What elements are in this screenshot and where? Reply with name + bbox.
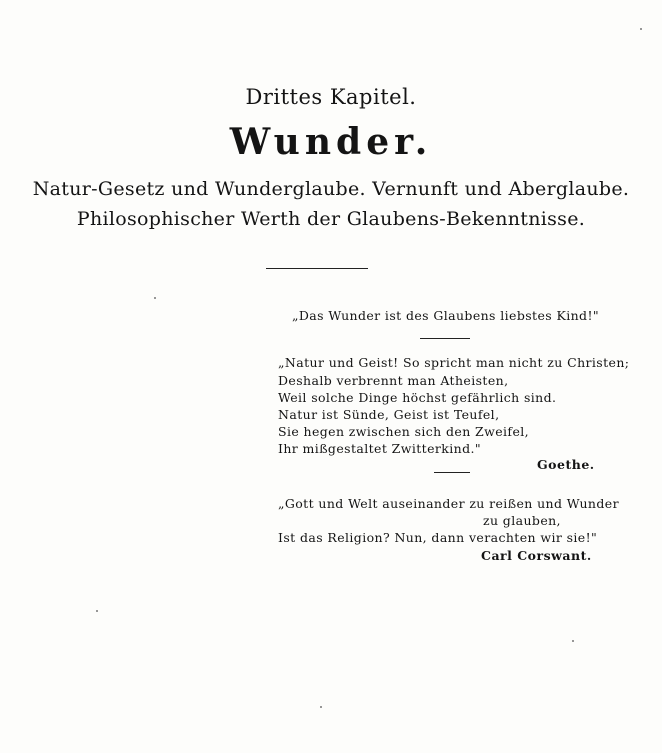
verse-line: Sie hegen zwischen sich den Zweifel, xyxy=(278,424,530,439)
scan-speck xyxy=(640,28,642,30)
chapter-subtitle-line-1: Natur-Gesetz und Wunderglaube. Vernunft und Aberglaube. xyxy=(32,178,630,200)
chapter-heading: Drittes Kapitel. xyxy=(245,85,417,109)
closing-quote-line: zu glauben, xyxy=(483,513,561,528)
verse-line: „Natur und Geist! So spricht man nicht zu Christen; xyxy=(278,355,630,370)
chapter-title: Wunder. xyxy=(229,121,433,163)
scan-speck xyxy=(96,610,98,612)
quote-divider xyxy=(434,472,470,473)
motto-quote: „Das Wunder ist des Glaubens liebstes Kind!" xyxy=(292,308,600,323)
quote-divider xyxy=(420,338,470,339)
closing-quote-line: Ist das Religion? Nun, dann verachten wir sie!" xyxy=(278,530,598,545)
verse-line: Weil solche Dinge höchst gefährlich sind. xyxy=(278,390,557,405)
scan-speck xyxy=(572,640,574,642)
verse-line: Deshalb verbrennt man Atheisten, xyxy=(278,373,509,388)
closing-quote-line: „Gott und Welt auseinander zu reißen und Wunder xyxy=(278,496,619,511)
verse-line: Ihr mißgestaltet Zwitterkind." xyxy=(278,441,481,456)
chapter-subtitle-line-2: Philosophischer Werth der Glaubens-Bekenntnisse. xyxy=(76,208,586,230)
scan-speck xyxy=(320,706,322,708)
verse-author: Goethe. xyxy=(537,457,595,472)
section-divider xyxy=(266,268,368,269)
verse-line: Natur ist Sünde, Geist ist Teufel, xyxy=(278,407,500,422)
scan-speck xyxy=(154,297,156,299)
closing-quote-author: Carl Corswant. xyxy=(481,548,592,563)
